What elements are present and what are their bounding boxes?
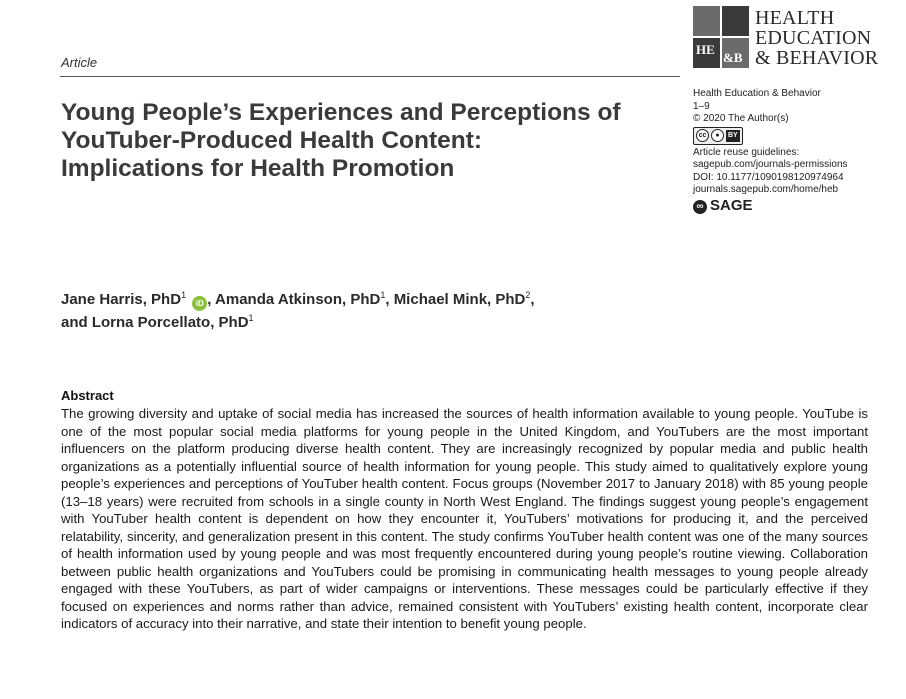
orcid-icon[interactable]: iD bbox=[192, 296, 207, 311]
author-name: Michael Mink, PhD bbox=[393, 291, 526, 308]
abstract-text: The growing diversity and uptake of social media has increased the sources of health information available to young people. YouTube is one of the most popular social media platforms for young people in the United Kingdom, and YouTubers are the most important influencers on the platform producing diverse health content. They are increasingly recognized by popular media and public health organizations as a potentially influential source of health information for young people. This study aimed to qualitatively explore young people’s experiences and perceptions of YouTuber health content. Focus groups (November 2017 to January 2018) with 85 young people (13–18 years) were recruited from schools in a single county in North West England. The findings suggest young people’s engagement with YouTuber health content is dependent on how they encounter it, YouTubers’ motivations for producing it, and the perceived relatability, sincerity, and generalization present in this content. The study confirms YouTuber health content was one of the many sources of health information used by young people and was most frequently encountered during young people’s routine viewing. Collaboration between public health organizations and YouTubers could be promising in communicating health messages to young people already engaged with these YouTubers, as part of wider campaigns or interventions. These messages could be particularly effective if they focused on experiences and norms rather than advice, remained consistent with YouTubers’ existing health content, incorporate clear indicators of accuracy into their narrative, and state their intention to benefit young people. bbox=[61, 406, 868, 631]
logo-mark-letters-b: &B bbox=[723, 50, 743, 65]
logo-line-health: HEALTH bbox=[755, 7, 835, 29]
article-type-label: Article bbox=[61, 55, 98, 70]
logo-line-behavior: & BEHAVIOR bbox=[755, 47, 879, 69]
author-list bbox=[61, 288, 701, 334]
author-separator: , bbox=[207, 291, 216, 308]
journal-logo-text bbox=[755, 8, 878, 68]
meta-doi[interactable]: DOI: 10.1177/1090198120974964 bbox=[693, 171, 844, 183]
meta-pages: 1–9 bbox=[693, 100, 710, 112]
author-name: Lorna Porcellato, PhD bbox=[91, 314, 249, 331]
author-separator: , bbox=[530, 291, 535, 308]
sage-label: SAGE bbox=[710, 197, 753, 215]
author-conjunction: and bbox=[61, 314, 92, 331]
author-affiliation: 1 bbox=[248, 313, 254, 323]
meta-reuse-label: Article reuse guidelines: bbox=[693, 146, 800, 158]
article-meta bbox=[693, 88, 903, 214]
article-title: Young People’s Experiences and Perceptions of YouTuber-Produced Health Content: Implications for Health Promotion bbox=[61, 99, 621, 182]
meta-journal-name: Health Education & Behavior bbox=[693, 88, 821, 99]
logo-line-education: EDUCATION bbox=[755, 27, 872, 49]
cc-by-license-icon[interactable] bbox=[693, 127, 743, 145]
sage-icon: ∞ bbox=[693, 200, 707, 214]
author-affiliation: 1 bbox=[380, 290, 386, 300]
author-name: Amanda Atkinson, PhD bbox=[215, 291, 381, 308]
attribution-icon: ● bbox=[711, 129, 724, 142]
author-name: Jane Harris, PhD bbox=[61, 291, 182, 308]
author-separator: , bbox=[385, 291, 394, 308]
logo-mark-letters-he: HE bbox=[696, 42, 715, 57]
author-affiliation: 2 bbox=[525, 290, 531, 300]
journal-logo-mark bbox=[693, 6, 749, 68]
author-affiliation: 1 bbox=[181, 290, 187, 300]
meta-copyright: © 2020 The Author(s) bbox=[693, 113, 789, 124]
journal-logo bbox=[693, 6, 898, 68]
cc-icon: cc bbox=[696, 129, 709, 142]
by-label: BY bbox=[726, 130, 740, 142]
meta-reuse-link[interactable]: sagepub.com/journals-permissions bbox=[693, 159, 848, 170]
meta-journal-link[interactable]: journals.sagepub.com/home/heb bbox=[693, 184, 839, 195]
abstract-heading: Abstract bbox=[61, 388, 114, 403]
header-rule bbox=[60, 76, 680, 77]
sage-publisher-logo bbox=[693, 197, 903, 215]
